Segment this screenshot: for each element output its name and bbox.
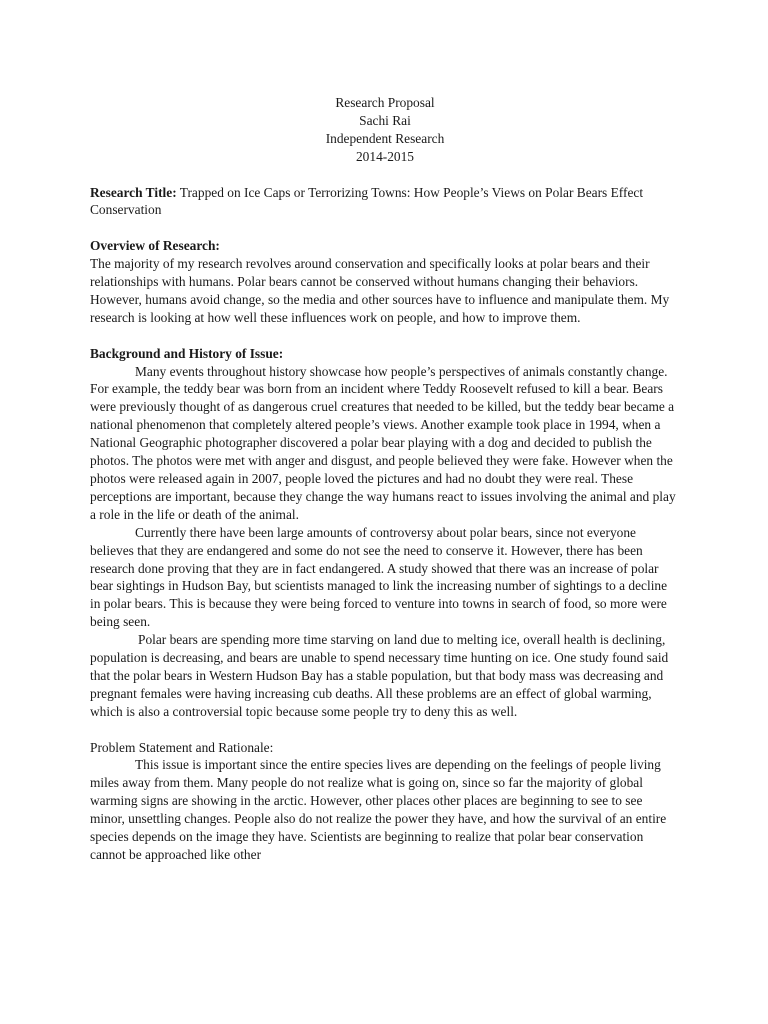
header-line-year: 2014-2015 [355, 148, 415, 164]
document-page [90, 94, 680, 864]
overview-heading: Overview of Research: [90, 238, 220, 254]
overview-body: The majority of my research revolves around conservation and specifically looks at polar bears and their relationships with humans. Polar bears cannot be conserved without humans changing their behaviors. However, humans avoid change, so the media and other sources have to influence and manipulate them. My research is looking at how well these influences work on people, and how to improve them. [90, 256, 670, 325]
header-line-title: Research Proposal [335, 95, 435, 110]
problem-section [90, 739, 680, 864]
header-line-course: Independent Research [325, 130, 445, 146]
overview-section [90, 237, 680, 327]
document-header [90, 94, 680, 166]
background-paragraph-2: Currently there have been large amounts of controversy about polar bears, since not everyone believes that they are endangered and some do not see the need to conserve it. However, there has been research done proving that they are in fact endangered. A study showed that there was an increase of polar bear sightings in Hudson Bay, but scientists managed to link the increasing number of sightings to a decline in polar bears. This is because they were being forced to venture into towns in search of food, so more were being seen. [90, 524, 668, 630]
research-title [90, 184, 680, 220]
problem-paragraph-1: This issue is important since the entire species lives are depending on the feelings of people living miles away from them. Many people do not realize what is going on, since so far the majority of global warming signs are showing in the arctic. However, other places other places are beginning to see to see minor, unsettling changes. People also do not realize the power they have, and how the survival of an entire species depends on the image they have. Scientists are beginning to realize that polar bear conservation cannot be approached like other [90, 757, 667, 862]
research-title-text: Trapped on Ice Caps or Terrorizing Towns: How People’s Views on Polar Bears Effect Conservation [90, 184, 644, 218]
background-paragraph-3: Polar bears are spending more time starving on land due to melting ice, overall health is declining, population is decreasing, and bears are unable to spend necessary time hunting on ice. One study found said that the polar bears in Western Hudson Bay has a stable population, but that body mass was decreasing and pregnant females were having increasing cub deaths. All these problems are an effect of global warming, which is also a controversial topic because some people try to deny this as well. [90, 632, 669, 719]
background-paragraph-1: Many events throughout history showcase how people’s perspectives of animals constantly change. For example, the teddy bear was born from an incident where Teddy Roosevelt refused to kill a bear. Bears were previously thought of as dangerous cruel creatures that needed to be killed, but the teddy bear became a national phenomenon that completely altered people’s views. Another example took place in 1994, when a National Geographic photographer discovered a polar bear playing with a dog and decided to publish the photos. The photos were met with anger and disgust, and people believed they were fake. However when the photos were released again in 2007, people loved the pictures and had no doubt they were real. These perceptions are important, because they change the way humans react to issues involving the animal and play a role in the life or death of the animal. [90, 363, 676, 522]
research-title-label: Research Title: [90, 184, 177, 200]
problem-heading: Problem Statement and Rationale: [90, 739, 274, 755]
background-heading: Background and History of Issue: [90, 345, 284, 361]
header-line-author: Sachi Rai [359, 112, 411, 128]
background-section [90, 345, 680, 721]
